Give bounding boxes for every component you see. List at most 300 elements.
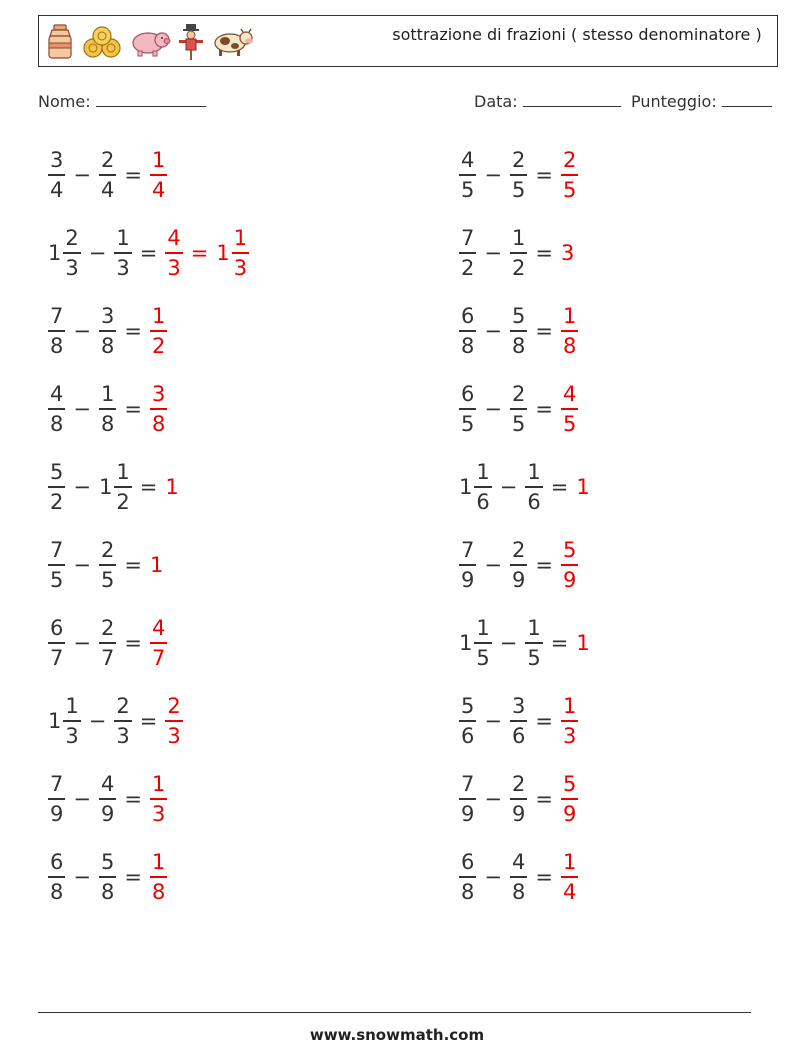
fraction-bar: [150, 408, 167, 409]
fraction-bar: [48, 486, 65, 487]
minuend-fraction: [459, 849, 476, 904]
fraction-bar: [510, 798, 527, 799]
minuend-denominator: 3: [65, 255, 79, 280]
subtrahend-denominator: 6: [511, 723, 526, 748]
fraction-bar: [561, 720, 578, 721]
fraction-bar: [459, 720, 476, 721]
answer-fraction: [165, 693, 182, 748]
fraction-bar: [510, 408, 527, 409]
subtrahend-fraction: [510, 771, 527, 826]
minuend-numerator: 4: [50, 382, 64, 407]
answer-denominator: 3: [167, 723, 181, 748]
answer-whole: 1: [149, 553, 164, 577]
fraction-bar: [459, 330, 476, 331]
answer: [162, 225, 185, 280]
subtrahend-denominator: 7: [100, 645, 115, 670]
fraction-bar: [510, 252, 527, 253]
problem-item: [45, 691, 186, 751]
subtrahend-numerator: 4: [100, 772, 115, 797]
answer-denominator: 7: [151, 645, 166, 670]
name-blank: [96, 92, 206, 107]
answer-denominator: 9: [562, 801, 577, 826]
minuend-numerator: 7: [461, 226, 475, 251]
fraction-bar: [99, 798, 116, 799]
answer-whole: 1: [576, 475, 590, 499]
fraction-bar: [99, 876, 116, 877]
equals-sign: =: [535, 397, 553, 421]
answer: [558, 147, 581, 202]
problem-item: [45, 769, 170, 829]
minuend-whole: 1: [459, 475, 473, 499]
minuend-fraction: [474, 615, 491, 670]
fraction-bar: [561, 798, 578, 799]
problem-item: [45, 145, 170, 205]
answer-numerator: 1: [562, 694, 577, 719]
minus-sign: −: [484, 319, 502, 343]
subtrahend-fraction: [525, 459, 542, 514]
answer-denominator: 8: [151, 879, 166, 904]
minus-sign: −: [73, 163, 91, 187]
answer-whole: 3: [560, 241, 575, 265]
answer-denominator: 5: [562, 411, 577, 436]
subtrahend-fraction: [99, 381, 116, 436]
equals-sign: =: [124, 631, 142, 655]
fraction-bar: [150, 642, 167, 643]
subtrahend-numerator: 2: [100, 538, 115, 563]
subtrahend-denominator: 9: [100, 801, 115, 826]
fraction-bar: [48, 642, 65, 643]
subtrahend-fraction: [114, 459, 131, 514]
subtrahend-denominator: 8: [100, 879, 115, 904]
pig-icon: [129, 27, 171, 57]
minuend-fraction: [48, 381, 65, 436]
subtrahend-denominator: 8: [511, 879, 526, 904]
equals-sign: =: [535, 163, 553, 187]
subtrahend-numerator: 5: [100, 850, 115, 875]
minus-sign: −: [499, 475, 518, 499]
answer-fraction: [561, 693, 578, 748]
answer: [162, 693, 185, 748]
date-label: Data:: [474, 92, 518, 111]
answer-numerator: 5: [562, 538, 577, 563]
problem-item: [45, 223, 252, 283]
equals-sign: =: [124, 397, 142, 421]
minuend-denominator: 3: [65, 723, 79, 748]
fraction-bar: [63, 252, 80, 253]
equals-sign: =: [550, 475, 569, 499]
minuend-fraction: [459, 303, 476, 358]
minuend-whole: 1: [48, 241, 62, 265]
answer-fraction: [150, 849, 167, 904]
minuend-denominator: 6: [461, 723, 475, 748]
fraction-bar: [99, 174, 116, 175]
fraction-bar: [99, 564, 116, 565]
subtrahend-fraction: [114, 225, 131, 280]
subtrahend-numerator: 2: [100, 616, 115, 641]
answer: [558, 693, 581, 748]
minuend-denominator: 5: [50, 567, 64, 592]
date-field: [474, 92, 621, 111]
minuend-denominator: 5: [461, 411, 475, 436]
answer-numerator: 1: [151, 148, 166, 173]
fraction-bar: [459, 564, 476, 565]
fraction-bar: [459, 876, 476, 877]
problem-item: [45, 457, 178, 517]
minus-sign: −: [484, 241, 502, 265]
fraction-bar: [48, 798, 65, 799]
minuend-fraction: [63, 693, 80, 748]
equals-sign: =: [535, 553, 553, 577]
answer-numerator: 1: [151, 850, 166, 875]
scarecrow-icon: [177, 23, 205, 61]
minuend-numerator: 6: [461, 382, 475, 407]
answer: [147, 849, 170, 904]
footer-url: www.snowmath.com: [309, 1026, 485, 1044]
fraction-bar: [99, 642, 116, 643]
answer-numerator: 4: [562, 382, 577, 407]
answer: [213, 225, 252, 280]
fraction-bar: [474, 486, 491, 487]
subtrahend-numerator: 2: [511, 148, 526, 173]
subtrahend-numerator: 1: [527, 460, 541, 485]
minuend-fraction: [48, 849, 65, 904]
answer-whole: 1: [165, 475, 179, 499]
name-label: Nome:: [38, 92, 91, 111]
minuend-numerator: 2: [65, 226, 79, 251]
minuend-fraction: [48, 303, 65, 358]
subtrahend-numerator: 2: [511, 382, 526, 407]
subtrahend-numerator: 1: [116, 226, 130, 251]
subtrahend-denominator: 2: [116, 489, 130, 514]
subtrahend-denominator: 8: [100, 411, 115, 436]
problem-item: [45, 847, 170, 907]
minuend-fraction: [48, 459, 65, 514]
minuend-denominator: 9: [461, 567, 475, 592]
minuend-numerator: 7: [50, 538, 64, 563]
answer: [558, 381, 581, 436]
minuend-denominator: 8: [461, 879, 475, 904]
fraction-bar: [561, 564, 578, 565]
fraction-bar: [525, 642, 542, 643]
fraction-bar: [561, 408, 578, 409]
fraction-bar: [474, 642, 491, 643]
answer-numerator: 4: [151, 616, 166, 641]
answer-numerator: 1: [562, 304, 577, 329]
subtrahend-denominator: 5: [100, 567, 115, 592]
minuend-numerator: 6: [50, 616, 64, 641]
fraction-bar: [150, 798, 167, 799]
minuend-denominator: 8: [461, 333, 475, 358]
header-icons: [45, 22, 255, 62]
problem-item: [456, 301, 581, 361]
answer-numerator: 1: [233, 226, 248, 251]
subtrahend-denominator: 8: [511, 333, 526, 358]
subtrahend-numerator: 1: [527, 616, 541, 641]
minuend-denominator: 8: [50, 411, 64, 436]
name-field: [38, 92, 206, 111]
fraction-bar: [561, 174, 578, 175]
minuend-numerator: 4: [461, 148, 475, 173]
minus-sign: −: [499, 631, 518, 655]
minuend-fraction: [48, 771, 65, 826]
answer-numerator: 4: [167, 226, 181, 251]
minus-sign: −: [484, 163, 502, 187]
fraction-bar: [48, 876, 65, 877]
subtrahend-numerator: 2: [100, 148, 115, 173]
equals-sign: =: [124, 553, 142, 577]
answer-fraction: [561, 849, 578, 904]
fraction-bar: [165, 720, 182, 721]
minuend-denominator: 7: [50, 645, 64, 670]
subtrahend-fraction: [99, 771, 116, 826]
answer-fraction: [150, 771, 167, 826]
subtrahend-numerator: 2: [116, 694, 130, 719]
minuend-fraction: [48, 147, 65, 202]
subtrahend-numerator: 2: [511, 772, 526, 797]
subtrahend-fraction: [99, 849, 116, 904]
answer-fraction: [561, 147, 578, 202]
answer-fraction: [150, 303, 167, 358]
subtrahend-denominator: 5: [527, 645, 541, 670]
answer: [147, 615, 170, 670]
equals-sign: =: [535, 709, 553, 733]
fraction-bar: [510, 876, 527, 877]
minuend-numerator: 1: [476, 460, 490, 485]
answer-denominator: 8: [562, 333, 577, 358]
minus-sign: −: [73, 631, 91, 655]
minuend-fraction: [474, 459, 491, 514]
fraction-bar: [48, 564, 65, 565]
subtrahend-denominator: 5: [511, 411, 526, 436]
subtrahend-numerator: 1: [116, 460, 130, 485]
subtrahend-fraction: [99, 537, 116, 592]
minuend-numerator: 7: [50, 772, 64, 797]
problem-item: [456, 535, 581, 595]
answer-fraction: [561, 771, 578, 826]
problem-item: [45, 535, 162, 595]
subtrahend-fraction: [99, 615, 116, 670]
fraction-bar: [510, 564, 527, 565]
fraction-bar: [150, 876, 167, 877]
answer-denominator: 3: [167, 255, 181, 280]
subtrahend-fraction: [510, 303, 527, 358]
subtrahend-fraction: [510, 381, 527, 436]
minuend-numerator: 6: [50, 850, 64, 875]
minuend-numerator: 6: [461, 304, 475, 329]
minuend-fraction: [459, 381, 476, 436]
answer: [162, 475, 177, 499]
answer-fraction: [232, 225, 249, 280]
equals-sign: =: [124, 787, 142, 811]
subtrahend-fraction: [510, 693, 527, 748]
answer-denominator: 5: [562, 177, 577, 202]
minus-sign: −: [88, 709, 107, 733]
equals-sign: =: [535, 787, 553, 811]
minuend-numerator: 3: [50, 148, 64, 173]
subtrahend-numerator: 3: [100, 304, 115, 329]
subtrahend-numerator: 1: [100, 382, 115, 407]
minuend-numerator: 1: [65, 694, 79, 719]
answer: [558, 241, 573, 265]
problem-item: [456, 145, 581, 205]
answer-numerator: 1: [151, 304, 166, 329]
fraction-bar: [232, 252, 249, 253]
minuend-fraction: [459, 693, 476, 748]
answer-denominator: 9: [562, 567, 577, 592]
score-field: [631, 92, 772, 111]
fraction-bar: [48, 174, 65, 175]
minuend-fraction: [459, 537, 476, 592]
fraction-bar: [459, 174, 476, 175]
answer: [147, 553, 162, 577]
subtrahend-denominator: 4: [100, 177, 115, 202]
problem-item: [456, 457, 589, 517]
minus-sign: −: [484, 787, 502, 811]
minuend-denominator: 5: [476, 645, 490, 670]
minuend-fraction: [459, 147, 476, 202]
subtrahend-fraction: [99, 147, 116, 202]
equals-sign: =: [535, 241, 553, 265]
fraction-bar: [459, 252, 476, 253]
fraction-bar: [510, 720, 527, 721]
footer-divider: [38, 1012, 751, 1013]
answer-fraction: [561, 537, 578, 592]
subtrahend-fraction: [510, 147, 527, 202]
score-label: Punteggio:: [631, 92, 717, 111]
answer-denominator: 3: [562, 723, 577, 748]
hay-bales-icon: [81, 25, 123, 59]
minuend-numerator: 1: [476, 616, 490, 641]
minus-sign: −: [73, 553, 91, 577]
answer-equals-sign: =: [190, 241, 209, 265]
minuend-denominator: 4: [50, 177, 64, 202]
minuend-denominator: 8: [50, 333, 64, 358]
answer: [558, 849, 581, 904]
equals-sign: =: [550, 631, 569, 655]
problem-item: [45, 379, 170, 439]
date-blank: [523, 92, 621, 107]
minuend-fraction: [459, 225, 476, 280]
answer-fraction: [150, 381, 167, 436]
fraction-bar: [99, 408, 116, 409]
answer-numerator: 1: [562, 850, 577, 875]
minuend-denominator: 6: [476, 489, 490, 514]
answer: [147, 381, 170, 436]
answer: [558, 303, 581, 358]
cow-icon: [211, 26, 255, 58]
fraction-bar: [48, 408, 65, 409]
answer-fraction: [561, 303, 578, 358]
subtrahend-denominator: 3: [116, 723, 130, 748]
subtrahend-fraction: [510, 849, 527, 904]
fraction-bar: [114, 486, 131, 487]
minuend-denominator: 9: [461, 801, 475, 826]
equals-sign: =: [139, 709, 158, 733]
subtrahend-denominator: 5: [511, 177, 526, 202]
answer-whole: 1: [576, 631, 590, 655]
fraction-bar: [48, 330, 65, 331]
minuend-fraction: [63, 225, 80, 280]
equals-sign: =: [124, 163, 142, 187]
answer-denominator: 8: [151, 411, 166, 436]
fraction-bar: [114, 720, 131, 721]
subtrahend-denominator: 6: [527, 489, 541, 514]
minuend-numerator: 5: [50, 460, 64, 485]
equals-sign: =: [124, 865, 142, 889]
answer-denominator: 2: [151, 333, 166, 358]
problem-item: [456, 613, 589, 673]
answer: [147, 771, 170, 826]
score-blank: [722, 92, 772, 107]
answer-fraction: [150, 147, 167, 202]
minuend-denominator: 2: [461, 255, 475, 280]
fraction-bar: [63, 720, 80, 721]
minus-sign: −: [484, 553, 502, 577]
minuend-denominator: 5: [461, 177, 475, 202]
problem-item: [456, 379, 581, 439]
answer: [573, 475, 588, 499]
minuend-denominator: 8: [50, 879, 64, 904]
subtrahend-fraction: [510, 225, 527, 280]
fraction-bar: [165, 252, 182, 253]
problem-item: [456, 769, 581, 829]
minus-sign: −: [73, 475, 91, 499]
subtrahend-fraction: [510, 537, 527, 592]
problem-item: [456, 223, 573, 283]
answer-numerator: 3: [151, 382, 166, 407]
answer-fraction: [150, 615, 167, 670]
problem-item: [45, 301, 170, 361]
subtrahend-denominator: 3: [116, 255, 130, 280]
minus-sign: −: [73, 397, 91, 421]
fraction-bar: [459, 408, 476, 409]
answer: [573, 631, 588, 655]
answer-whole: 1: [216, 240, 230, 265]
subtrahend-numerator: 2: [511, 538, 526, 563]
minuend-whole: 1: [48, 709, 62, 733]
answer-numerator: 2: [167, 694, 181, 719]
equals-sign: =: [535, 865, 553, 889]
equals-sign: =: [124, 319, 142, 343]
minus-sign: −: [484, 397, 502, 421]
fraction-bar: [99, 330, 116, 331]
subtrahend-numerator: 3: [511, 694, 526, 719]
minuend-numerator: 6: [461, 850, 475, 875]
subtrahend-denominator: 9: [511, 567, 526, 592]
answer-numerator: 5: [562, 772, 577, 797]
minus-sign: −: [484, 865, 502, 889]
minus-sign: −: [73, 787, 91, 811]
minus-sign: −: [484, 709, 502, 733]
milk-can-icon: [45, 23, 75, 61]
answer-denominator: 3: [151, 801, 166, 826]
equals-sign: =: [139, 241, 158, 265]
fraction-bar: [459, 798, 476, 799]
fraction-bar: [114, 252, 131, 253]
subtrahend-denominator: 8: [100, 333, 115, 358]
fraction-bar: [561, 330, 578, 331]
minuend-denominator: 2: [50, 489, 64, 514]
answer-fraction: [165, 225, 182, 280]
fraction-bar: [525, 486, 542, 487]
minus-sign: −: [73, 865, 91, 889]
minuend-fraction: [48, 537, 65, 592]
minus-sign: −: [73, 319, 91, 343]
minuend-numerator: 7: [50, 304, 64, 329]
answer-fraction: [561, 381, 578, 436]
problem-item: [456, 847, 581, 907]
answer: [147, 147, 170, 202]
